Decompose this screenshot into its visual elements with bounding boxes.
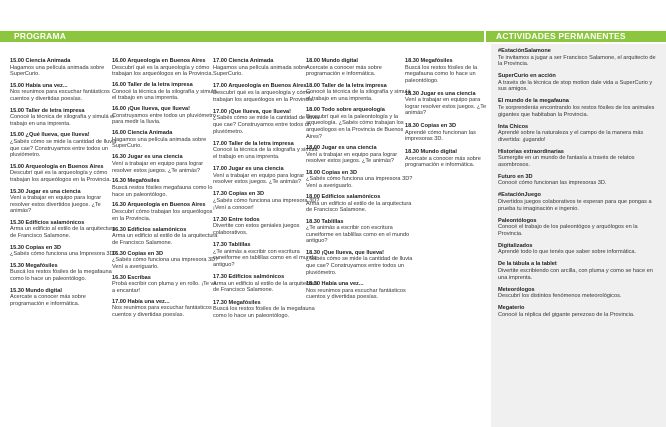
event-title: 18.00 Todo sobre arqueología: [306, 107, 385, 114]
permanent-activity: [498, 98, 660, 118]
event-description: Acercate a conocer más sobre programación e informática.: [306, 64, 382, 78]
permanent-activity: [498, 287, 660, 300]
program-event: [10, 58, 118, 78]
program-event: [306, 83, 414, 103]
event-description: Buscá los restos fósiles de la megafauna como lo hace un paleontólogo.: [213, 306, 315, 319]
permanent-activity: [498, 124, 660, 144]
program-event: [213, 242, 321, 268]
program-event: [213, 191, 321, 211]
activity-title: Paleontólogos: [498, 217, 537, 224]
program-event: [112, 154, 220, 174]
activity-title: SuperCurio en acción: [498, 73, 556, 80]
program-event: [306, 145, 414, 165]
event-description: Vení a trabajar en equipo para lograr resolver estos juegos. ¿Te animás?: [112, 160, 204, 174]
activity-description: Conocé el trabajo de los paleontógos y arquólogos en la Provincia.: [498, 224, 638, 237]
event-description: Construyamos entre todos un pluviómetro para medir la lluvia.: [112, 112, 216, 126]
actividades-title: ACTIVIDADES PERMANENTES: [496, 31, 626, 41]
permanent-activity: [498, 149, 660, 169]
program-event: [112, 82, 220, 102]
activity-title: #EstaciónSalamone: [498, 48, 551, 54]
activity-title: Historias extraordinarias: [498, 148, 564, 155]
event-description: Arma un edificio al estilo de la arquitectura de Francisco Salamone.: [213, 280, 319, 294]
event-description: Divertite con estos geniales juegos colaborativos.: [213, 223, 300, 237]
event-title: 16.00 Ciencia Animada: [112, 130, 173, 137]
event-description: ¿Sabés cómo funciona una impresora 3D? Vení a averiguarlo.: [306, 176, 413, 189]
event-description: ¿Sabés cómo funciona una impresora 3D? ¡Vení a conocer!: [213, 198, 320, 211]
activity-title: #EstaciónJuego: [498, 192, 541, 199]
event-description: Aprendé cómo funcionan las impresoras 3D.: [405, 129, 476, 143]
event-title: 15.30 Jugar es una ciencia: [10, 188, 81, 195]
event-description: Conocé la técnica de la xilografía y simulá el trabajo en una imprenta.: [213, 147, 318, 160]
event-description: ¿Sabés cómo se mide la cantidad de lluvia que cae? Construyamos entre todos un pluviómetro.: [10, 138, 117, 159]
program-event: [112, 178, 220, 198]
permanent-activity: [498, 243, 660, 256]
event-description: ¿Te animás a escribir con escritura cuneiforme en tablillas como en el mundo antiguo?: [306, 225, 410, 245]
event-title: 17.00 Jugar es una ciencia: [213, 166, 284, 173]
event-description: Descubrí qué es la arqueología y cómo trabajan los arqueólogos en la Provincia.: [10, 170, 112, 183]
event-title: 16.00 ¡Que llueva, que llueva!: [112, 106, 191, 113]
program-event: [405, 149, 489, 169]
event-description: Arma un edificio al estilo de la arquitectura de Francisco Salamone.: [306, 200, 412, 214]
event-description: Descubrí qué es la arqueología y cómo trabajan los arqueólogos en la Provincia.: [112, 64, 214, 78]
activity-description: A través de la técnica de stop motion dale vida a SuperCurio y sus amigos.: [498, 79, 653, 93]
event-title: 16.00 Taller de la letra impresa: [112, 82, 193, 89]
program-event: [405, 58, 489, 84]
event-description: Descubrí qué es la arqueología y cómo trabajan los arqueólogos en la Provincia.: [213, 89, 315, 103]
event-title: 15.00 Taller de letra impresa: [10, 107, 85, 114]
event-title: 18.30 Megafósiles: [405, 58, 453, 64]
programa-title: PROGRAMA: [14, 31, 67, 41]
event-description: Conocé la técnica de la xilografía y simulá el trabajo en una imprenta.: [306, 89, 411, 102]
activity-description: Conocé la réplica del gigante perezoso de la Provincia.: [498, 311, 635, 318]
program-column-3: [213, 58, 321, 325]
permanent-activity: [498, 48, 660, 68]
event-title: 16.30 Escribas: [112, 274, 151, 281]
event-title: 17.30 Entre todos: [213, 216, 260, 223]
activity-description: Te invitamos a jugar a ser Francisco Salamone, el arquitecto de la Provincia.: [498, 54, 656, 68]
program-event: [10, 263, 118, 283]
event-title: 16.30 Edificios salamónicos: [112, 226, 187, 233]
event-title: 18.30 Copias en 3D: [405, 123, 456, 130]
program-event: [306, 107, 414, 140]
event-description: Descubrí cómo trabajan los arqueólogos en la Provincia.: [112, 209, 213, 222]
program-event: [112, 251, 220, 271]
program-event: [306, 58, 414, 78]
event-description: Hagamos una película animada sobre SuperCurio.: [10, 64, 105, 78]
event-title: 17.00 Había una vez...: [112, 298, 170, 305]
event-title: 17.00 ¡Que llueva, que llueva!: [213, 108, 292, 115]
permanent-activity: [498, 261, 660, 281]
event-title: 18.30 Mundo digital: [405, 149, 457, 156]
event-title: 18.00 Mundo digital: [306, 58, 358, 64]
program-event: [213, 83, 321, 103]
event-title: 17.30 Edificios salmónicos: [213, 274, 285, 281]
event-description: Vení a trabajar en equipo para lograr resolver estos juegos. ¿Te animás?: [405, 97, 487, 117]
event-title: 18.30 Jugar es una ciencia: [405, 90, 476, 97]
program-event: [10, 220, 118, 240]
activity-description: Descubrí los distintos fenómenos meteorológicos.: [498, 293, 622, 300]
event-title: 15.00 Había una vez...: [10, 82, 68, 89]
event-title: 17.30 Megafósiles: [213, 299, 261, 306]
event-description: Descubrí qué es la paleontología y la arqueología. ¿Sabés cómo trabajan los arqueólogos en la Provincia de Buenos Aires?: [306, 113, 404, 140]
event-description: Arma un edificio al estilo de la arquitectura de Francisco Salamone.: [112, 233, 218, 246]
program-event: [112, 275, 220, 295]
event-description: Nos reunimos para escuchar fantásticos cuentos y divertidas poesías.: [306, 287, 406, 301]
event-description: ¿Sabés cómo se mide la cantidad de lluvia que cae? Construyamos entre todos un pluviómetro.: [306, 256, 413, 276]
program-event: [112, 299, 220, 319]
event-title: 17.00 Taller de la letra impresa: [213, 140, 294, 147]
activity-title: El mundo de la megafauna: [498, 98, 569, 105]
permanent-activity: [498, 192, 660, 212]
activity-title: De la tábula a la tablet: [498, 261, 557, 268]
program-event: [306, 281, 414, 301]
activity-title: Inta Chicos: [498, 123, 529, 130]
program-event: [112, 58, 220, 78]
activity-title: Meteorólogos: [498, 286, 535, 293]
event-description: Buscá los restos fósiles de la megafauna como lo hace un paleontólogo.: [405, 64, 478, 84]
activity-description: Divertite escribiendo con arcilla, con pluma y como se hace en una imprenta.: [498, 267, 653, 281]
activity-description: Divertidos juegos colaborativos te esperan para que pongas a prueba tu imaginación e ingenio.: [498, 199, 652, 212]
program-event: [213, 58, 321, 78]
event-description: Conocé la técnica de la xilografía y simulá el trabajo en una imprenta.: [112, 88, 217, 102]
event-title: 18.30 ¡Que llueva, que llueva!: [306, 249, 385, 256]
program-column-2: [112, 58, 220, 323]
permanent-activity: [498, 305, 660, 318]
program-event: [10, 83, 118, 103]
event-title: 15.30 Edificios salamónicos: [10, 219, 85, 226]
program-event: [10, 245, 118, 258]
event-title: 15.30 Megafósiles: [10, 262, 58, 269]
program-event: [306, 194, 414, 214]
permanent-activity: [498, 73, 660, 93]
event-title: 15.00 ¿Qué llueva, que llueva!: [10, 132, 90, 139]
program-event: [213, 109, 321, 135]
event-title: 16.00 Arqueología en Buenos Aires: [112, 58, 206, 64]
program-event: [213, 166, 321, 186]
program-event: [306, 170, 414, 190]
event-title: 17.00 Ciencia Animada: [213, 58, 274, 64]
event-title: 17.00 Arqueología en Buenos Aires: [213, 83, 307, 90]
event-title: 17.30 Tablillas: [213, 242, 251, 249]
program-event: [405, 123, 489, 143]
program-event: [112, 227, 220, 247]
event-description: Acercate a conocer más sobre programación e informática.: [10, 294, 86, 307]
event-description: Buscá restos fósiles megafauna como lo hace un paleontólogo.: [112, 184, 213, 198]
event-description: Hagamos una película animada sobre SuperCurio.: [213, 64, 308, 78]
event-description: Nos reunimos para escuchar fantásticos cuentos y divertidas poesías.: [10, 89, 110, 102]
event-description: Vení a trabajar en equipo para lograr resolver estos divertidos juegos. ¿Te animás?: [10, 195, 102, 215]
event-description: Vení a trabajar en equipo para lograr resolver estos juegos. ¿Te animás?: [213, 172, 305, 186]
programa-header: [0, 31, 484, 42]
permanent-activity: [498, 174, 660, 187]
program-event: [213, 274, 321, 294]
activity-title: Megaterio: [498, 305, 525, 312]
program-column-5: [405, 58, 489, 175]
event-title: 16.30 Jugar es una ciencia: [112, 154, 183, 161]
event-title: 18.00 Jugar es una ciencia: [306, 144, 377, 151]
program-event: [306, 250, 414, 276]
program-event: [10, 189, 118, 215]
event-title: 15.00 Arqueología en Buenos Aires: [10, 163, 104, 170]
activity-description: Conocé cómo funcionan las impresoras 3D.: [498, 180, 607, 187]
program-event: [112, 202, 220, 222]
event-description: Conocé la técnica de xilografía y simulá el trabajo en una imprenta.: [10, 114, 115, 127]
event-title: 15.00 Ciencia Animada: [10, 58, 71, 64]
program-event: [405, 91, 489, 117]
event-description: Arma un edificio al estilo de la arquitectura de Francisco Salamone.: [10, 226, 116, 240]
event-description: Buscá los restos fósiles de la megafauna como lo hace un paleontólogo.: [10, 269, 112, 283]
program-column-4: [306, 58, 414, 306]
permanent-activity: [498, 218, 660, 238]
program-event: [10, 132, 118, 158]
activity-description: Aprendé sobre la naturaleza y el campo de la manera más divertida: ¡jugando!: [498, 130, 644, 143]
event-title: 18.30 Había una vez...: [306, 281, 364, 287]
activity-description: Aprendé todo lo que tenés que saber sobre informática.: [498, 249, 637, 256]
event-description: Probá escribir con pluma y en rollo. ¡Te va a encantar!: [112, 281, 217, 294]
program-event: [112, 106, 220, 126]
event-title: 18.00 Taller de la letra impresa: [306, 82, 387, 89]
event-description: Nos reunimos para escuchar fantásticos cuentos y divertidas poesías.: [112, 305, 212, 318]
event-title: 15.30 Mundo digital: [10, 287, 62, 294]
program-column-1: [10, 58, 118, 312]
program-event: [112, 130, 220, 150]
program-event: [306, 219, 414, 245]
event-title: 18.00 Edificios salamónicos: [306, 194, 381, 201]
program-event: [213, 141, 321, 161]
event-description: Vení a trabajar en equipo para lograr resolver estos juegos. ¿Te animás?: [306, 151, 398, 165]
program-event: [213, 300, 321, 320]
event-description: ¿Sabés cómo funciona una Impresora 3D?: [10, 251, 117, 258]
event-title: 16.30 Megafósiles: [112, 178, 160, 185]
activity-description: Te sorprenderás encontrando los restos fósiles de los animales gigantes que habitaban la Provincia.: [498, 104, 655, 118]
permanent-activities-list: [498, 48, 660, 324]
event-title: 18.30 Tablillas: [306, 218, 344, 225]
program-event: [10, 164, 118, 184]
event-title: 17.30 Copias en 3D: [213, 191, 264, 198]
event-description: Hagamos una película animada sobre SuperCurio.: [112, 136, 207, 150]
program-event: [10, 288, 118, 308]
program-event: [213, 217, 321, 237]
activity-title: Futuro en 3D: [498, 173, 533, 180]
event-title: 16.30 Copias en 3D: [112, 250, 163, 257]
event-title: 15.30 Copias en 3D: [10, 244, 61, 251]
event-description: ¿Sabés cómo se mide la cantidad de lluvia que cae? Construyamos entre todos un pluviómetro.: [213, 115, 320, 135]
event-title: 16.30 Arqueología en Buenos Aires: [112, 202, 206, 209]
program-event: [10, 108, 118, 128]
activity-description: Sumergite en un mundo de fantasía a través de relatos asombrosos.: [498, 155, 635, 168]
event-title: 18.00 Copias en 3D: [306, 169, 357, 176]
actividades-header: [486, 31, 666, 42]
activity-title: Digitalizados: [498, 242, 533, 249]
event-description: ¿Sabés cómo funciona una impresora 3D? Vení a averiguarlo.: [112, 257, 219, 270]
event-description: ¿Te animás a escribir con escritura cuneiforme en tablillas como en el mundo antiguo?: [213, 248, 317, 268]
event-description: Acercate a conocer más sobre programación e informática.: [405, 155, 481, 169]
